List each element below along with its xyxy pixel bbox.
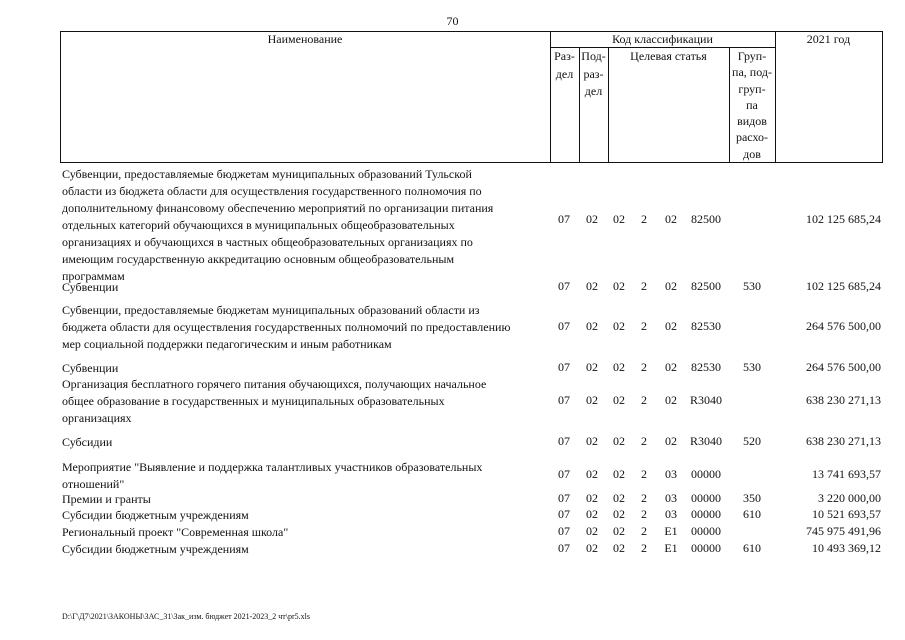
table-row-description: Субвенции, предоставляемые бюджетам муниципальных образований Тульской области из бюджета области для осуществления государственного полномочия по дополнительному финансовому обеспечению мероприятий по организации питания отдельных категорий обучающихся в муниципальных общеобразовательных организациях и обучающихся в частных общеобразовательных организациях по имеющим государственную аккредитацию основным общеобразовательным программам: [62, 167, 494, 283]
header-year: 2021 год: [806, 32, 851, 46]
table-row-description: Мероприятие "Выявление и поддержка талантливых участников образовательных отношений": [62, 460, 483, 491]
header-subsection: Под- раз- дел: [581, 49, 606, 98]
table-row-description: Субвенции: [62, 280, 119, 294]
table-row-description: Региональный проект "Современная школа": [62, 525, 289, 539]
table-row-description: Субсидии бюджетным учреждениям: [62, 508, 249, 522]
table-row-description: Организация бесплатного горячего питания обучающихся, получающих начальное общее образование в государственных и муниципальных образовательных организациях: [62, 377, 487, 425]
page-number: 70: [446, 14, 459, 28]
header-section: Раз- дел: [554, 49, 575, 81]
table-row-amount: 264 576 500,00: [806, 319, 881, 333]
header-target-item: Целевая статья: [630, 49, 707, 63]
table-row-description: Субвенции, предоставляемые бюджетам муниципальных образований области из бюджета области для осуществления государственных полномочий по предоставлению мер социальной поддержки педагогическим и иным работникам: [62, 303, 511, 351]
table-row-amount: 13 741 693,57: [812, 467, 881, 481]
table-row-description: Премии и гранты: [62, 492, 151, 506]
header-group: Груп- па, под- груп- па видов расхо- дов: [732, 49, 772, 161]
table-row-amount: 102 125 685,24: [806, 212, 881, 226]
table-row-amount: 3 220 000,00: [818, 491, 881, 505]
table-row-amount: 638 230 271,13: [806, 393, 881, 407]
table-row-amount: 745 975 491,96: [806, 524, 881, 538]
header-classification: Код классификации: [612, 32, 713, 46]
table-row-amount: 102 125 685,24: [806, 279, 881, 293]
header-name: Наименование: [267, 32, 343, 46]
table-row-description: Субсидии: [62, 435, 113, 449]
table-row-description: Субсидии бюджетным учреждениям: [62, 542, 249, 556]
footer-file-path: D:\Г\Д7\2021\ЗАКОНЫ\ЗАС_31\Зак_изм. бюджет 2021-2023_2 чт\pr5.xls: [62, 612, 311, 621]
table-row-amount: 264 576 500,00: [806, 360, 881, 374]
table-row-amount: 10 493 369,12: [812, 541, 881, 555]
table-row-description: Субвенции: [62, 361, 119, 375]
table-row-amount: 10 521 693,57: [812, 507, 881, 521]
table-row-amount: 638 230 271,13: [806, 434, 881, 448]
